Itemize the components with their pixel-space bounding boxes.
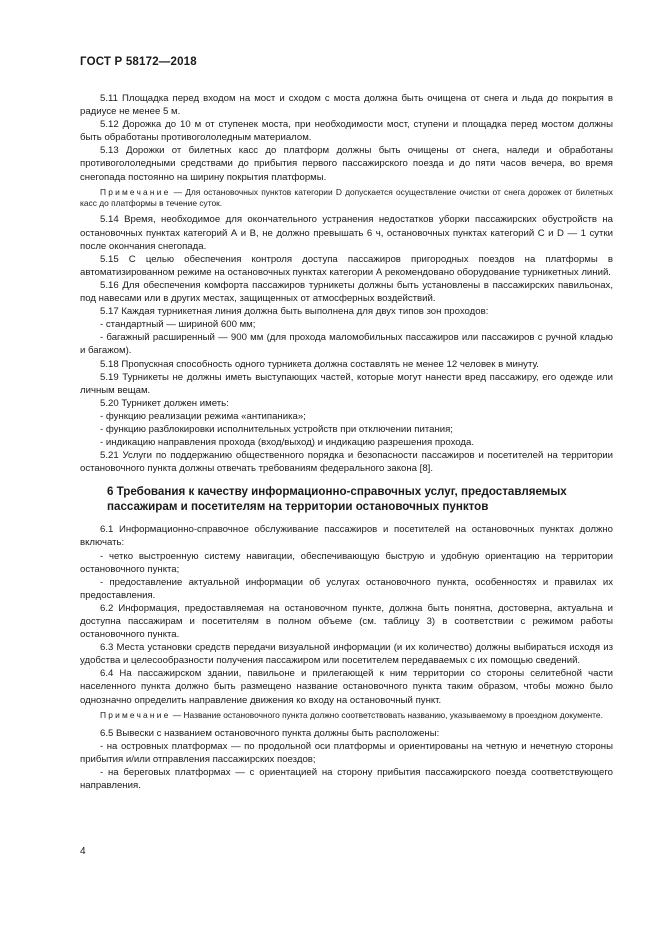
list-item: - на береговых платформах — с ориентацией на сторону прибытия пассажирского поезда соответствующего направления. [80, 767, 613, 792]
page-number: 4 [80, 846, 86, 857]
section-6-heading: 6 Требования к качеству информационно-справочных услуг, предоставляемых пассажирам и посетителям на территории остановочных пунктов [107, 485, 567, 514]
list-item: - функцию разблокировки исполнительных устройств при отключении питания; [100, 423, 453, 435]
list-item: - предоставление актуальной информации об услугах остановочного пункта, особенностях и правилах их предоставления. [80, 576, 613, 601]
note-1 [80, 187, 613, 210]
paragraph-5-17: 5.17 Каждая турникетная линия должна быть выполнена для двух типов зон проходов: [100, 306, 489, 318]
paragraph-5-21: 5.21 Услуги по поддержанию общественного порядка и безопасности пассажиров и посетителей на территории остановочного пункта должны отвечать требованиям федерального закона [8]. [80, 450, 613, 475]
paragraph-5-11: 5.11 Площадка перед входом на мост и сходом с моста должна быть очищена от снега и льда до покрытия в радиусе не менее 5 м. [80, 93, 613, 118]
document-header: ГОСТ Р 58172—2018 [80, 56, 197, 68]
paragraph-5-19: 5.19 Турникеты не должны иметь выступающих частей, которые могут нанести вред пассажиру, его одежде или личным вещам. [80, 371, 613, 396]
note-2-text: — Название остановочного пункта должно соответствовать названию, указываемому в проездном документе. [170, 709, 603, 720]
paragraph-5-13: 5.13 Дорожки от билетных касс до платформ должны быть очищены от снега, наледи и обработаны противогололедными средствами до прибытия первого пассажирского поезда и до пяти часов вечера, во время снегопада постоянно на ширину покрытия платформы. [80, 145, 613, 183]
paragraph-6-3: 6.3 Места установки средств передачи визуальной информации (и их количество) должны выбираться исходя из удобства и целесообразности получения пассажиром или посетителем передаваемых с их помощью сведений. [80, 642, 613, 667]
note-1-text: — Для остановочных пунктов категории D допускается осуществление очистки от снега дорожек от билетных касс до платформы в течение суток. [80, 186, 613, 209]
list-item: - багажный расширенный — 900 мм (для прохода маломобильных пассажиров или пассажиров с ручной кладью и багажом). [80, 332, 613, 357]
list-item: - четко выстроенную систему навигации, обеспечивающую быструю и удобную ориентацию на территории остановочного пункта; [80, 550, 613, 575]
list-item: - индикацию направления прохода (вход/выход) и индикацию разрешения прохода. [100, 437, 475, 449]
list-item: - стандартный — шириной 600 мм; [100, 319, 256, 331]
note-1-label: Примечание [100, 186, 171, 197]
paragraph-5-15: 5.15 С целью обеспечения контроля доступа пассажиров пригородных поездов на платформы в автоматизированном режиме на остановочных пунктах категории А рекомендовано оборудование турникетных линий. [80, 253, 613, 278]
list-item: - функцию реализации режима «антипаника»; [100, 410, 306, 422]
paragraph-6-1: 6.1 Информационно-справочное обслуживание пассажиров и посетителей на остановочных пунктах должно включать: [80, 524, 613, 549]
paragraph-5-18: 5.18 Пропускная способность одного турникета должна составлять не менее 12 человек в минуту. [100, 358, 539, 370]
paragraph-6-4: 6.4 На пассажирском здании, павильоне и прилегающей к ним территории со стороны селитебной части населенного пункта должно быть размещено название остановочного пункта таким образом, чтобы можно было однозначно определить направление движения ко входу на остановочный пункт. [80, 668, 613, 706]
paragraph-5-14: 5.14 Время, необходимое для окончательного устранения недостатков уборки пассажирских обустройств на остановочных пунктах категорий А и В, не должно превышать 6 ч, остановочных пунктах категорий С и D — 1 сутки после окончания снегопада. [80, 214, 613, 252]
note-2 [80, 710, 613, 721]
paragraph-5-16: 5.16 Для обеспечения комфорта пассажиров турникеты должны быть установлены в пассажирских павильонах, под навесами или в других местах, защищенных от атмосферных воздействий. [80, 279, 613, 305]
paragraph-5-20: 5.20 Турникет должен иметь: [100, 397, 229, 409]
paragraph-6-5: 6.5 Вывески с названием остановочного пункта должны быть расположены: [100, 728, 440, 740]
paragraph-5-12: 5.12 Дорожка до 10 м от ступенек моста, при необходимости мост, ступени и площадка перед мостом должны быть обработаны противогололедным материалом. [80, 119, 613, 144]
note-2-label: Примечание [100, 709, 171, 720]
list-item: - на островных платформах — по продольной оси платформы и ориентированы на четную и нечетную стороны прибытия и/или отправления пассажирских поездов; [80, 741, 613, 766]
paragraph-6-2: 6.2 Информация, предоставляемая на остановочном пункте, должна быть понятна, достоверна, актуальна и доступна пассажирам и посетителям в полном объеме (см. таблицу 3) в соответствии с режимом работы остановочного пункта. [80, 602, 613, 641]
document-body [80, 92, 613, 793]
